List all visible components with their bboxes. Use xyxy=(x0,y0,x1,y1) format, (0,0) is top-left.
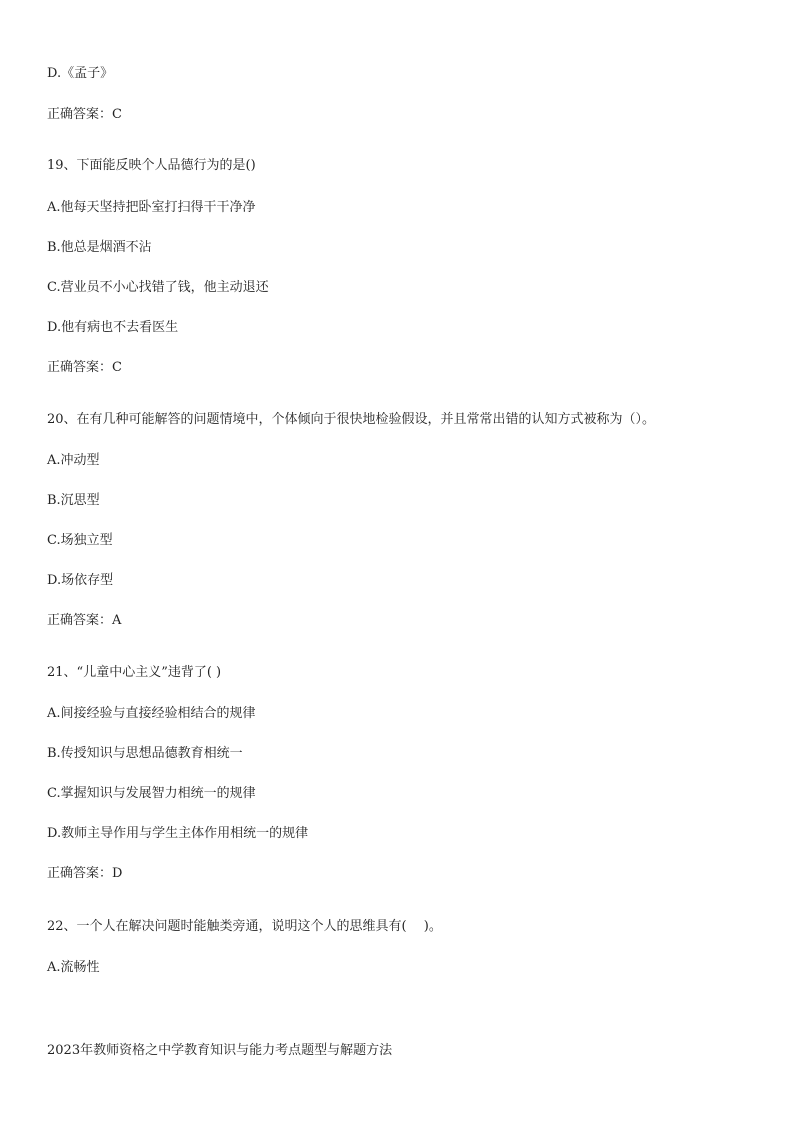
question-21-answer: 正确答案：D xyxy=(47,866,123,881)
question-21-title: 21、“儿童中心主义”违背了( ) xyxy=(47,665,222,680)
question-20-option-a: A.冲动型 xyxy=(47,453,100,468)
question-21-option-b: B.传授知识与思想品德教育相统一 xyxy=(47,746,243,761)
question-19-option-d: D.他有病也不去看医生 xyxy=(47,320,179,335)
question-19-option-a: A.他每天坚持把卧室打扫得干干净净 xyxy=(47,200,256,215)
question-19-answer: 正确答案：C xyxy=(47,360,122,375)
question-20-option-c: C.场独立型 xyxy=(47,533,113,548)
prev-answer: 正确答案：C xyxy=(47,107,122,122)
question-20-option-d: D.场依存型 xyxy=(47,573,114,588)
question-22-title: 22、一个人在解决问题时能触类旁通，说明这个人的思维具有( )。 xyxy=(47,919,442,934)
question-20-answer: 正确答案：A xyxy=(47,613,122,628)
question-19-option-b: B.他总是烟酒不沾 xyxy=(47,240,152,255)
question-22-option-a: A.流畅性 xyxy=(47,960,100,975)
question-20-option-b: B.沉思型 xyxy=(47,493,100,508)
question-20-title: 20、在有几种可能解答的问题情境中，个体倾向于很快地检验假设，并且常常出错的认知方式被称为（）。 xyxy=(47,412,656,427)
question-19-title: 19、下面能反映个人品德行为的是() xyxy=(47,158,256,173)
page-footer: 2023年教师资格之中学教育知识与能力考点题型与解题方法 xyxy=(47,1043,393,1058)
question-19-option-c: C.营业员不小心找错了钱，他主动退还 xyxy=(47,280,269,295)
prev-option-d: D.《孟子》 xyxy=(47,66,114,81)
question-21-option-c: C.掌握知识与发展智力相统一的规律 xyxy=(47,786,256,801)
question-21-option-a: A.间接经验与直接经验相结合的规律 xyxy=(47,706,256,721)
question-21-option-d: D.教师主导作用与学生主体作用相统一的规律 xyxy=(47,826,309,841)
